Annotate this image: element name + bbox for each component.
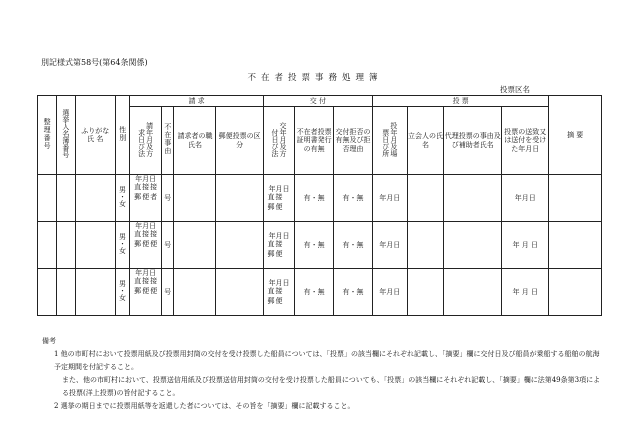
seikyu-method-cell: 年月日 直 接 接 郵 便 者 — [130, 175, 162, 222]
col-shomeisho: 不在者投票証明書発行の有無 — [295, 107, 334, 175]
note-1b: また、他の市町村において、投票送信用紙及び投票送信用封筒の交付を受け投票した船員についても、「投票」の該当欄にそれぞれ記載し、「摘要」欄に法第49条第3項による投票(洋上投票)の旨付記すること。 — [62, 376, 601, 397]
notes-section — [42, 335, 602, 413]
group-kofu: 交 付 — [263, 96, 372, 107]
col-seiri: 整理番号 — [38, 96, 57, 175]
sex-cell: 男・女 — [115, 222, 130, 269]
col-dairi: 代理投票の事由及び補助者氏名 — [444, 107, 502, 175]
col-tohyo-date: 票日び所投年月及場 — [372, 107, 407, 175]
tohyo-date-cell: 年月日 — [372, 269, 407, 316]
note-2: 2 選挙の期日までに投票用紙等を返還した者については、その旨を「摘要」欄に記載すること。 — [54, 402, 355, 410]
kyohi-cell: 有・無 — [334, 175, 373, 222]
kyohi-cell: 有・無 — [334, 269, 373, 316]
col-yubin-kubun: 郵便投票の区分 — [216, 107, 263, 175]
col-soufu: 投票の送致又は送付を受けた年月日 — [502, 107, 549, 175]
kofu-method-cell: 年月日 直 接 郵 便 — [263, 175, 295, 222]
shomeisho-cell: 有・無 — [295, 269, 334, 316]
table-row — [38, 269, 602, 316]
tohyo-date-cell: 年月日 — [372, 175, 407, 222]
shomeisho-cell: 有・無 — [295, 175, 334, 222]
soufu-date-cell: 年 月 日 — [502, 269, 549, 316]
group-seikyu: 請 求 — [130, 96, 263, 107]
seikyu-method-cell: 年月日 直 接 接 郵 便 便 — [130, 222, 162, 269]
col-fuzai-jiyu: 不在事由 — [161, 107, 174, 175]
form-caption: 別記様式第58号(第64条関係) — [41, 58, 148, 67]
table-row — [38, 175, 602, 222]
kofu-method-cell: 年月日 直 接 郵 便 — [263, 269, 295, 316]
col-kyohi: 交付拒否の有無及び拒否理由 — [334, 107, 373, 175]
col-seikyusha: 請求者の職氏名 — [174, 107, 216, 175]
notes-heading: 備考 — [42, 337, 56, 345]
col-name: ふりがな 氏 名 — [75, 96, 115, 175]
register-table — [37, 95, 602, 316]
soufu-date-cell: 年 月 日 — [502, 222, 549, 269]
kyohi-cell: 有・無 — [334, 222, 373, 269]
go-cell: 号 — [161, 269, 174, 316]
group-tohyo: 投 票 — [372, 96, 548, 107]
note-1a: 1 他の市町村において投票用紙及び投票用封筒の交付を受け投票した船員については、「投票」の該当欄にそれぞれ記載し、「摘要」欄に交付日及び船員が乗船する船舶の航海予定期間を付記すること。 — [54, 350, 600, 371]
col-senkyonin: 選挙人名簿番号 — [56, 96, 75, 175]
sex-cell: 男・女 — [115, 269, 130, 316]
seikyu-method-cell: 年月日 直 接 接 郵 便 便 — [130, 269, 162, 316]
tohyo-date-cell: 年月日 — [372, 222, 407, 269]
col-tachiai: 立会人の氏名 — [407, 107, 444, 175]
ward-name-label: 投票区名 — [500, 85, 530, 94]
col-tekiyo: 摘 要 — [549, 96, 602, 175]
go-cell: 号 — [161, 175, 174, 222]
soufu-date-cell: 年月日 — [502, 175, 549, 222]
table-row — [38, 222, 602, 269]
shomeisho-cell: 有・無 — [295, 222, 334, 269]
col-sex: 性別 — [115, 96, 130, 175]
kofu-method-cell: 年月日 直 接 郵 便 — [263, 222, 295, 269]
col-seikyu-date: 求日び法請年月及方 — [130, 107, 162, 175]
form-title: 不在者投票事務処理簿 — [247, 73, 383, 83]
sex-cell: 男・女 — [115, 175, 130, 222]
go-cell: 号 — [161, 222, 174, 269]
col-kofu-date: 付日び法交年月及方 — [263, 107, 295, 175]
